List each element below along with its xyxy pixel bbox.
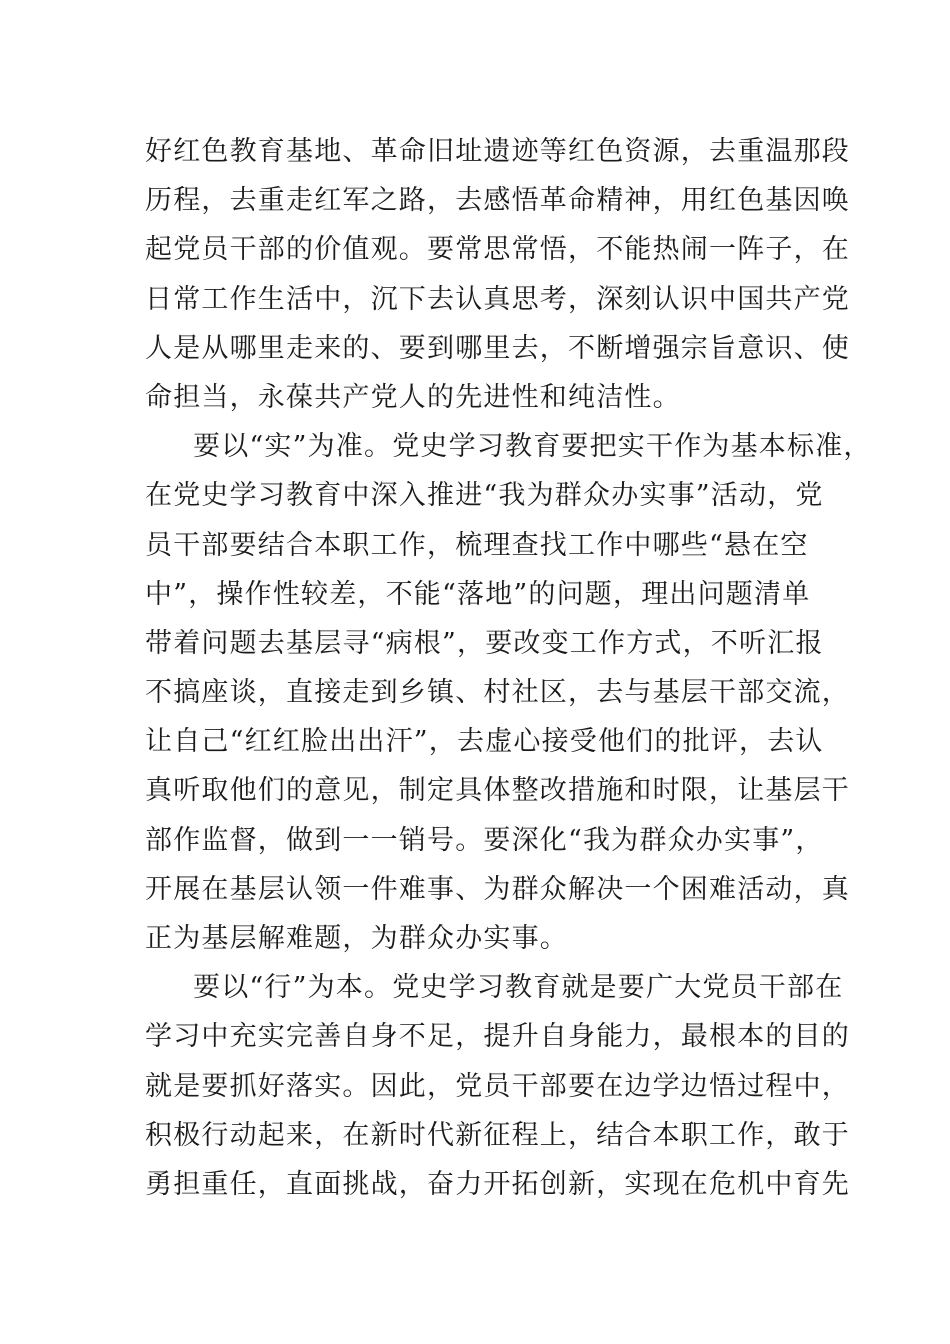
- text-line: 员干部要结合本职工作，梳理查找工作中哪些“悬在空: [145, 529, 809, 561]
- text-line: 开展在基层认领一件难事、为群众解决一个困难活动，真: [145, 873, 850, 905]
- text-line: 就是要抓好落实。因此，党员干部要在边学边悟过程中，: [145, 1070, 850, 1102]
- text-line: 日常工作生活中，沉下去认真思考，深刻认识中国共产党: [145, 283, 850, 315]
- text-line: 带着问题去基层寻“病根”，要改变工作方式，不听汇报: [145, 627, 824, 659]
- text-line: 历程，去重走红军之路，去感悟革命精神，用红色基因唤: [145, 185, 850, 217]
- text-line: 起党员干部的价值观。要常思常悟，不能热闹一阵子，在: [145, 234, 850, 266]
- body-text: [145, 127, 872, 1209]
- text-line: 让自己“红红脸出出汗”，去虚心接受他们的批评，去认: [145, 726, 824, 758]
- text-line: 积极行动起来，在新时代新征程上，结合本职工作，敢于: [145, 1119, 850, 1151]
- text-line: 学习中充实完善自身不足，提升自身能力，最根本的目的: [145, 1021, 850, 1053]
- text-line: 在党史学习教育中深入推进“我为群众办实事”活动，党: [145, 480, 824, 512]
- text-line: 部作监督，做到一一销号。要深化“我为群众办实事”，: [145, 824, 824, 856]
- text-line: 正为基层解难题，为群众办实事。: [145, 923, 568, 954]
- text-line: 不搞座谈，直接走到乡镇、村社区，去与基层干部交流，: [145, 677, 850, 709]
- text-line: 中”，操作性较差，不能“落地”的问题，理出问题清单: [145, 578, 811, 610]
- text-line: 命担当，永葆共产党人的先进性和纯洁性。: [145, 381, 681, 413]
- paragraph-start-line: 要以“实”为准。党史学习教育要把实干作为基本标准，: [193, 431, 872, 463]
- paragraph-start-line: 要以“行”为本。党史学习教育就是要广大党员干部在: [193, 972, 844, 1004]
- text-line: 真听取他们的意见，制定具体整改措施和时限，让基层干: [145, 775, 850, 807]
- text-line: 勇担重任，直面挑战，奋力开拓创新，实现在危机中育先: [145, 1168, 850, 1200]
- text-line: 人是从哪里走来的、要到哪里去，不断增强宗旨意识、使: [145, 332, 850, 364]
- text-line: 好红色教育基地、革命旧址遗迹等红色资源，去重温那段: [145, 136, 850, 167]
